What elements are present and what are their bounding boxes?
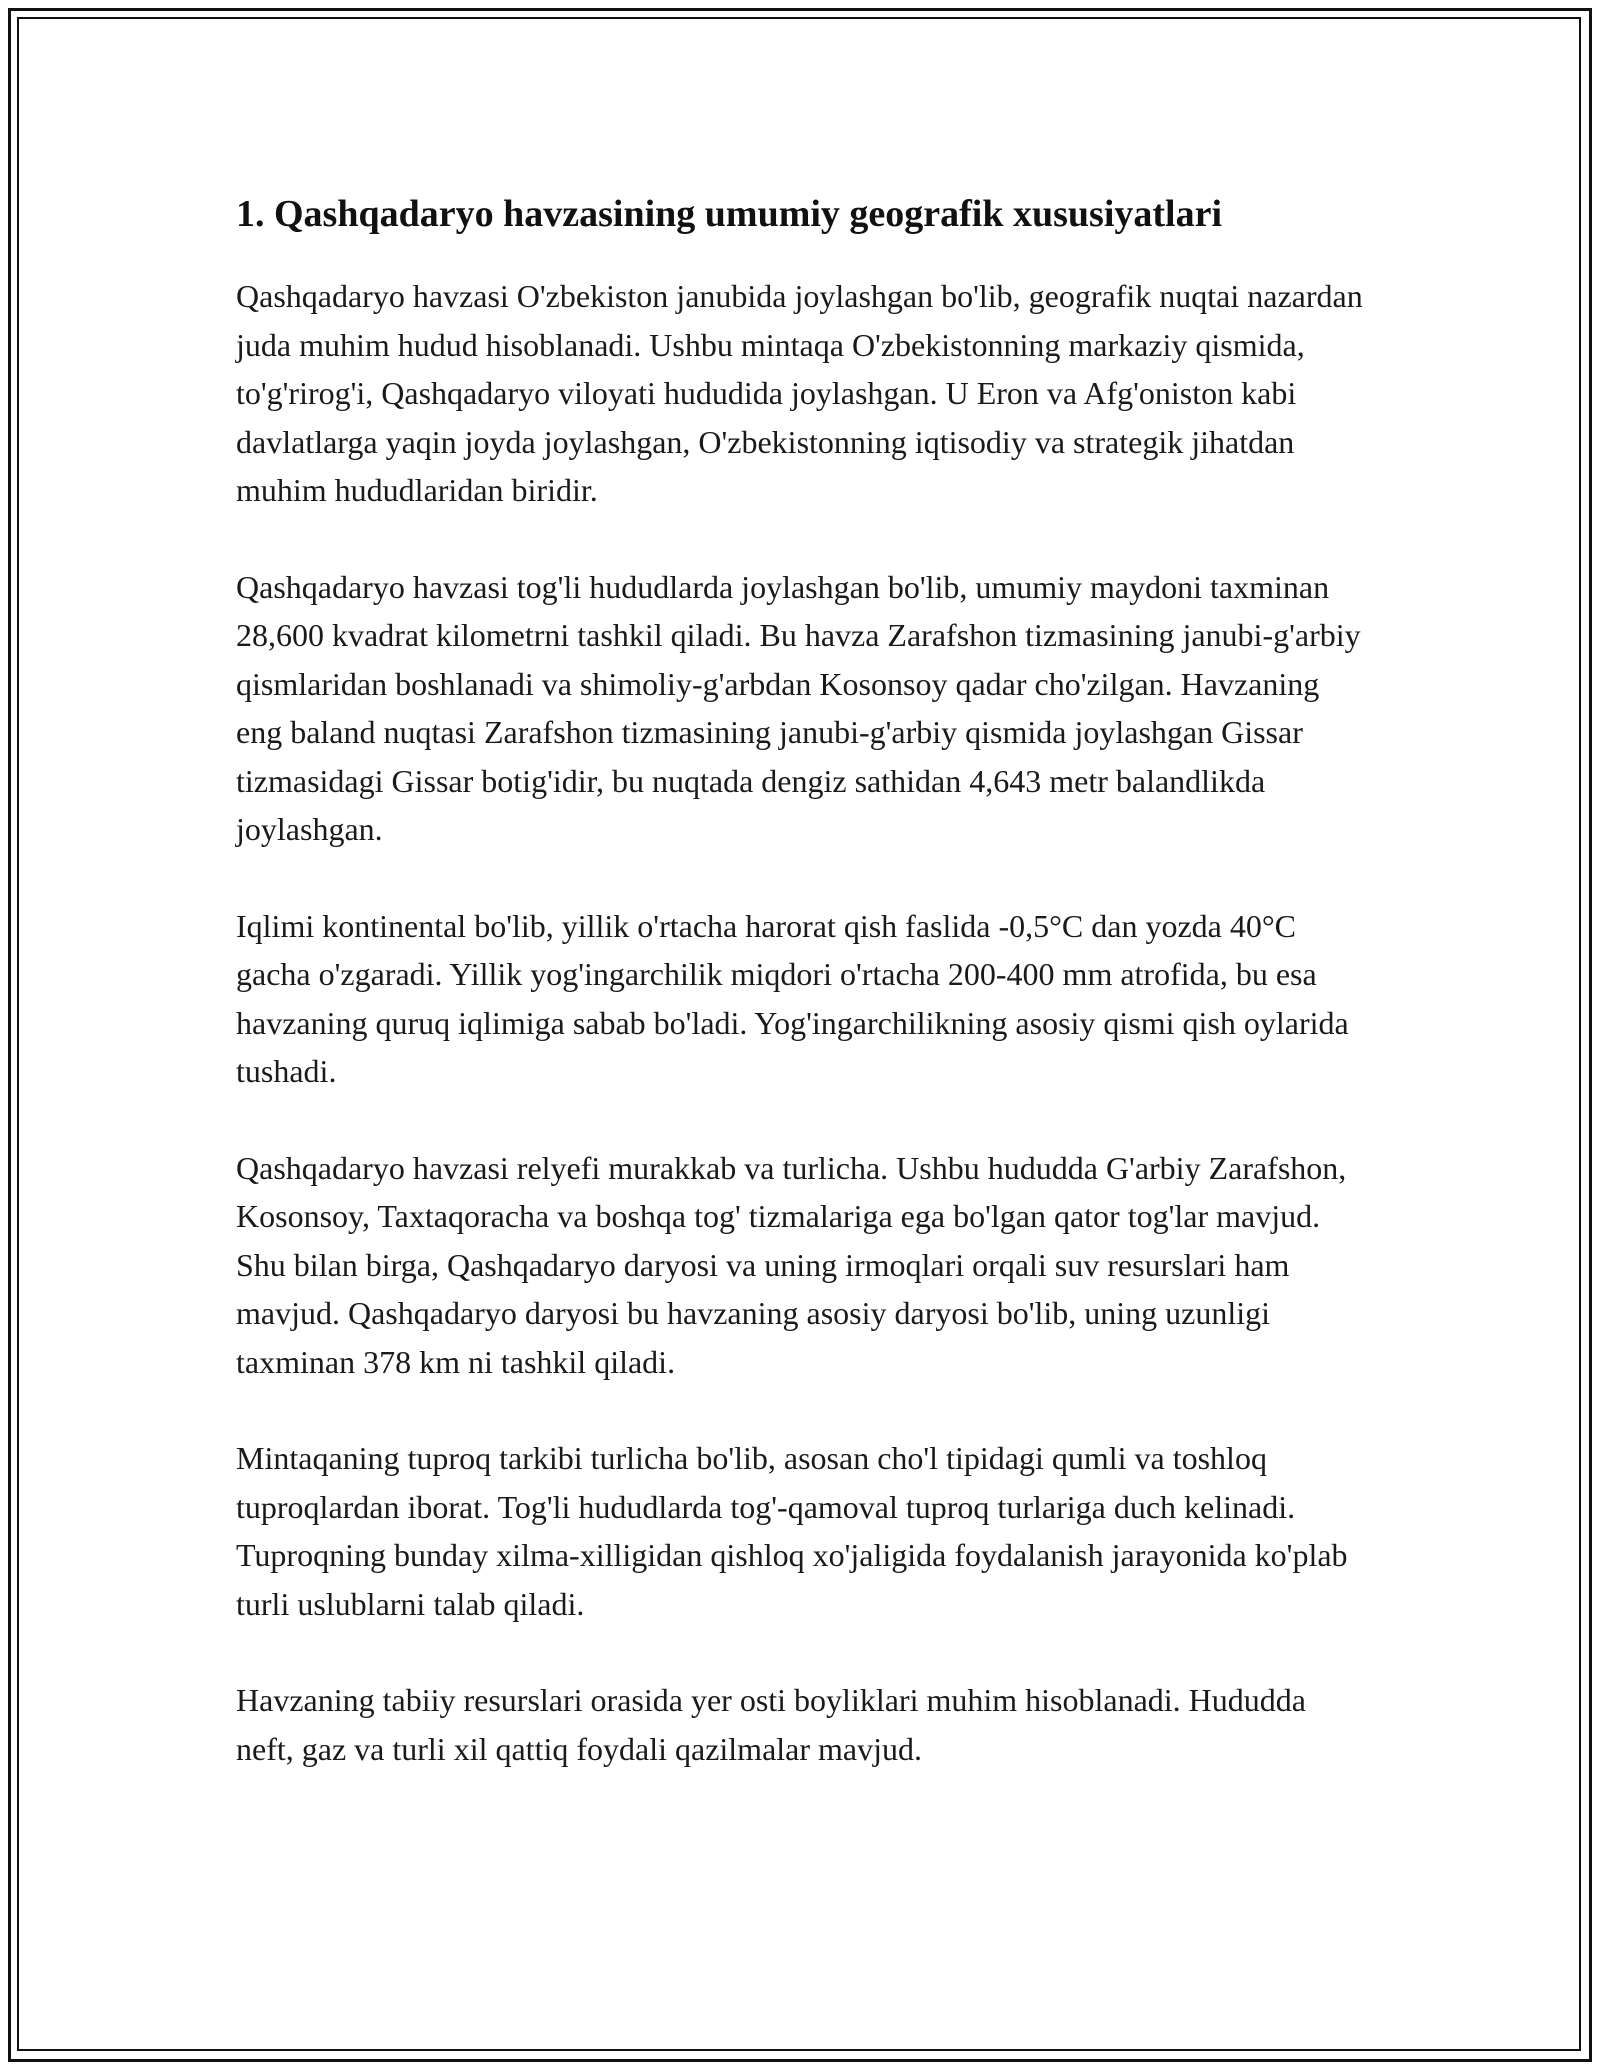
document-body bbox=[236, 186, 1366, 1773]
paragraph-relief-and-water: Qashqadaryo havzasi relyefi murakkab va turlicha. Ushbu hududda G'arbiy Zarafshon, Kosonsoy, Taxtaqoracha va boshqa tog' tizmalariga ega bo'lgan qator tog'lar mavjud. Shu bilan birga, Qashqadaryo daryosi va uning irmoqlari orqali suv resurslari ham mavjud. Qashqadaryo daryosi bu havzaning asosiy daryosi bo'lib, uning uzunligi taxminan 378 km ni tashkil qiladi. bbox=[236, 1149, 1347, 1380]
paragraph-climate: Iqlimi kontinental bo'lib, yillik o'rtacha harorat qish faslida -0,5°C dan yozda 40°C gacha o'zgaradi. Yillik yog'ingarchilik miqdori o'rtacha 200-400 mm atrofida, bu esa havzaning quruq iqlimiga sabab bo'ladi. Yog'ingarchilikning asosiy qismi qish oylarida tushadi. bbox=[236, 907, 1349, 1089]
paragraph-location: Qashqadaryo havzasi O'zbekiston janubida joylashgan bo'lib, geografik nuqtai nazardan juda muhim hudud hisoblanadi. Ushbu mintaqa O'zbekistonning markaziy qismida, to'g'rirog'i, Qashqadaryo viloyati hududida joylashgan. U Eron va Afg'oniston kabi davlatlarga yaqin joyda joylashgan, O'zbekistonning iqtisodiy va strategik jihatdan muhim hududlaridan biridir. bbox=[236, 278, 1363, 508]
paragraph-soil: Mintaqaning tuproq tarkibi turlicha bo'lib, asosan cho'l tipidagi qumli va toshloq tuproqlardan iborat. Tog'li hududlarda tog'-qamoval tuproq turlariga duch kelinadi. Tuproqning bunday xilma-xilligidan qishloq xo'jaligida foydalanish jarayonida ko'plab turli uslublarni talab qiladi. bbox=[236, 1440, 1348, 1622]
paragraph-natural-resources: Havzaning tabiiy resurslari orasida yer osti boyliklari muhim hisoblanadi. Hududda neft, gaz va turli xil qattiq foydali qazilmalar mavjud. bbox=[236, 1682, 1306, 1767]
section-heading: 1. Qashqadaryo havzasining umumiy geografik xususiyatlari bbox=[236, 193, 1223, 235]
paragraph-area-and-relief: Qashqadaryo havzasi tog'li hududlarda joylashgan bo'lib, umumiy maydoni taxminan 28,600 kvadrat kilometrni tashkil qiladi. Bu havza Zarafshon tizmasining janubi-g'arbiy qismlaridan boshlanadi va shimoliy-g'arbdan Kosonsoy qadar cho'zilgan. Havzaning eng baland nuqtasi Zarafshon tizmasining janubi-g'arbiy qismida joylashgan Gissar tizmasidagi Gissar botig'idir, bu nuqtada dengiz sathidan 4,643 metr balandlikda joylashgan. bbox=[236, 568, 1361, 847]
